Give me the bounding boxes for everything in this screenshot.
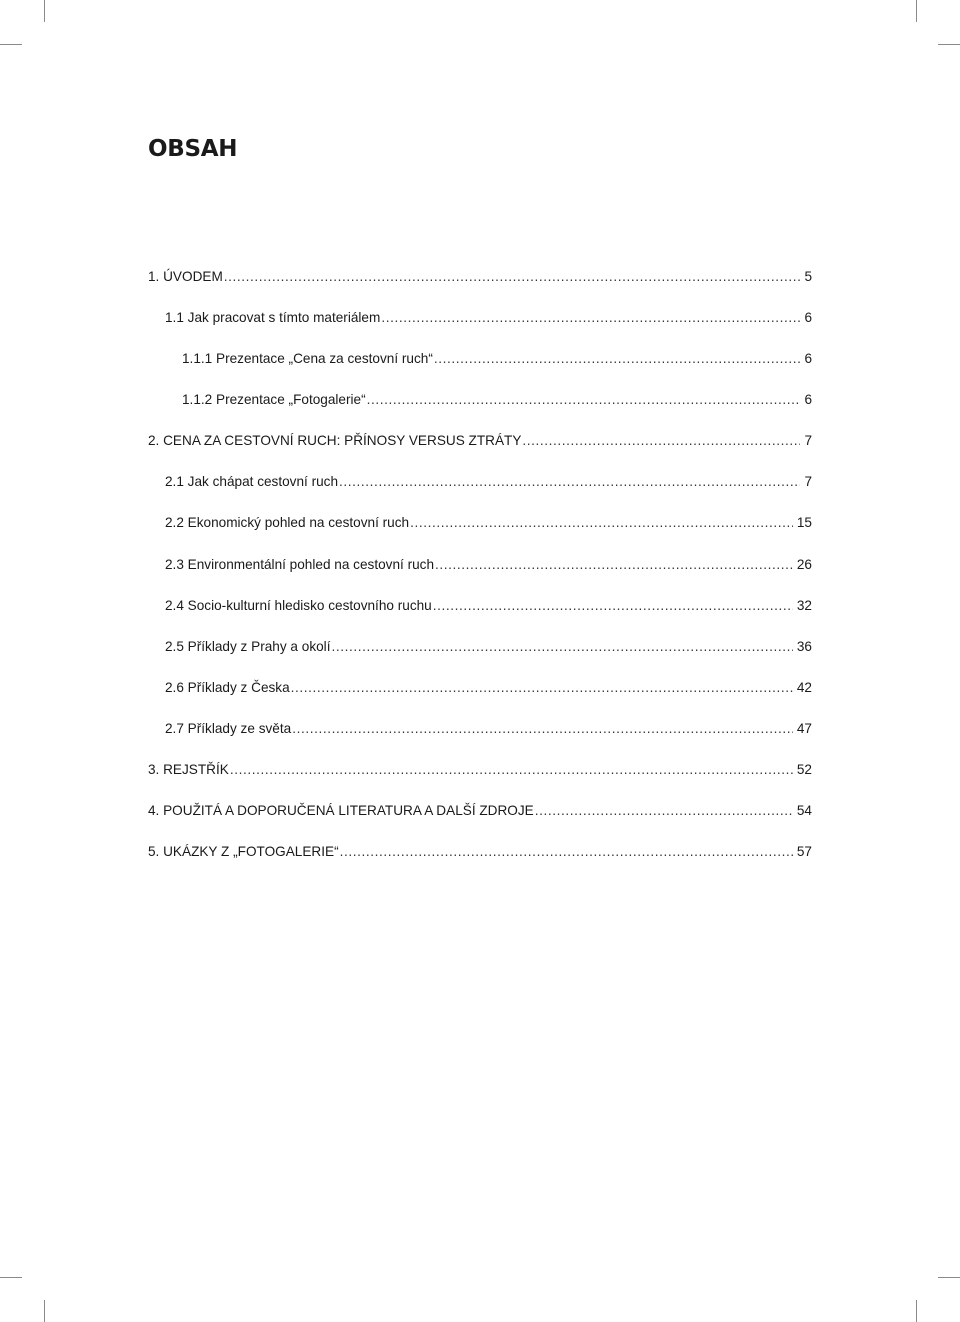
toc-page-number: 6 <box>804 351 812 366</box>
toc-leader-dots <box>291 677 793 699</box>
toc-entry-2-3[interactable] <box>165 554 812 576</box>
toc-entry-label: 1.1.1 Prezentace „Cena za cestovní ruch“ <box>182 351 433 366</box>
toc-entry-label: 4. POUŽITÁ A DOPORUČENÁ LITERATURA A DALŠÍ ZDROJE <box>148 803 534 818</box>
toc-entry-2-1[interactable] <box>165 471 812 493</box>
page-title: OBSAH <box>148 136 238 162</box>
toc-entry-label: 2.4 Socio-kulturní hledisko cestovního ruchu <box>165 598 432 613</box>
toc-entry-2-4[interactable] <box>165 595 812 617</box>
toc-leader-dots <box>340 841 793 863</box>
toc-entry-2-5[interactable] <box>165 636 812 658</box>
toc-entry-label: 1.1 Jak pracovat s tímto materiálem <box>165 310 381 325</box>
toc-entry-label: 5. UKÁZKY Z „FOTOGALERIE“ <box>148 844 339 859</box>
toc-page-number: 7 <box>804 433 812 448</box>
toc-page-number: 54 <box>796 803 812 818</box>
crop-mark-left-bottom <box>0 1277 22 1278</box>
toc-entry-label: 2.7 Příklady ze světa <box>165 721 292 736</box>
toc-leader-dots <box>367 389 801 411</box>
crop-mark-left-top <box>0 44 22 45</box>
toc-leader-dots <box>292 718 793 740</box>
toc-leader-dots <box>435 554 793 576</box>
toc-page-number: 6 <box>804 392 812 407</box>
toc-page-number: 7 <box>804 474 812 489</box>
toc-entry-2-6[interactable] <box>165 677 812 699</box>
toc-page-number: 47 <box>796 721 812 736</box>
toc-leader-dots <box>230 759 793 781</box>
toc-entry-label: 1.1.2 Prezentace „Fotogalerie“ <box>182 392 366 407</box>
toc-page-number: 36 <box>796 639 812 654</box>
toc-entry-label: 2.3 Environmentální pohled na cestovní ruch <box>165 557 435 572</box>
toc-entry-1-1[interactable] <box>165 307 812 329</box>
toc-entry-4[interactable] <box>148 800 812 822</box>
toc-entry-label: 1. ÚVODEM <box>148 269 223 284</box>
toc-page-number: 57 <box>796 844 812 859</box>
toc-entry-label: 3. REJSTŘÍK <box>148 762 229 777</box>
toc-page-number: 52 <box>796 762 812 777</box>
toc-page-number: 32 <box>796 598 812 613</box>
crop-mark-top-right <box>916 0 917 22</box>
toc-page-number: 6 <box>804 310 812 325</box>
toc-entry-label: 2.6 Příklady z Česka <box>165 680 290 695</box>
crop-mark-bottom-right <box>916 1300 917 1322</box>
toc-leader-dots <box>522 430 800 452</box>
toc-entry-label: 2. CENA ZA CESTOVNÍ RUCH: PŘÍNOSY VERSUS ZTRÁTY <box>148 433 522 448</box>
toc-entry-5[interactable] <box>148 841 812 863</box>
toc-leader-dots <box>433 595 793 617</box>
toc-entry-label: 2.1 Jak chápat cestovní ruch <box>165 474 339 489</box>
toc-entry-uvodem[interactable] <box>148 266 812 288</box>
toc-entry-1-1-2[interactable] <box>182 389 812 411</box>
toc-page-number: 15 <box>796 515 812 530</box>
crop-mark-bottom-left <box>44 1300 45 1322</box>
toc-entry-label: 2.5 Příklady z Prahy a okolí <box>165 639 331 654</box>
crop-mark-right-top <box>938 44 960 45</box>
toc-entry-2-2[interactable] <box>165 512 812 534</box>
toc-leader-dots <box>381 307 800 329</box>
toc-entry-2-7[interactable] <box>165 718 812 740</box>
toc-entry-2[interactable] <box>148 430 812 452</box>
toc-leader-dots <box>535 800 793 822</box>
toc-page-number: 26 <box>796 557 812 572</box>
toc-leader-dots <box>224 266 801 288</box>
toc-entry-1-1-1[interactable] <box>182 348 812 370</box>
toc-leader-dots <box>410 512 793 534</box>
crop-mark-top-left <box>44 0 45 22</box>
toc-entry-label: 2.2 Ekonomický pohled na cestovní ruch <box>165 515 410 530</box>
toc-page-number: 5 <box>804 269 812 284</box>
toc-leader-dots <box>331 636 792 658</box>
toc-leader-dots <box>339 471 800 493</box>
toc-entry-3[interactable] <box>148 759 812 781</box>
toc-leader-dots <box>434 348 801 370</box>
toc-page-number: 42 <box>796 680 812 695</box>
crop-mark-right-bottom <box>938 1277 960 1278</box>
